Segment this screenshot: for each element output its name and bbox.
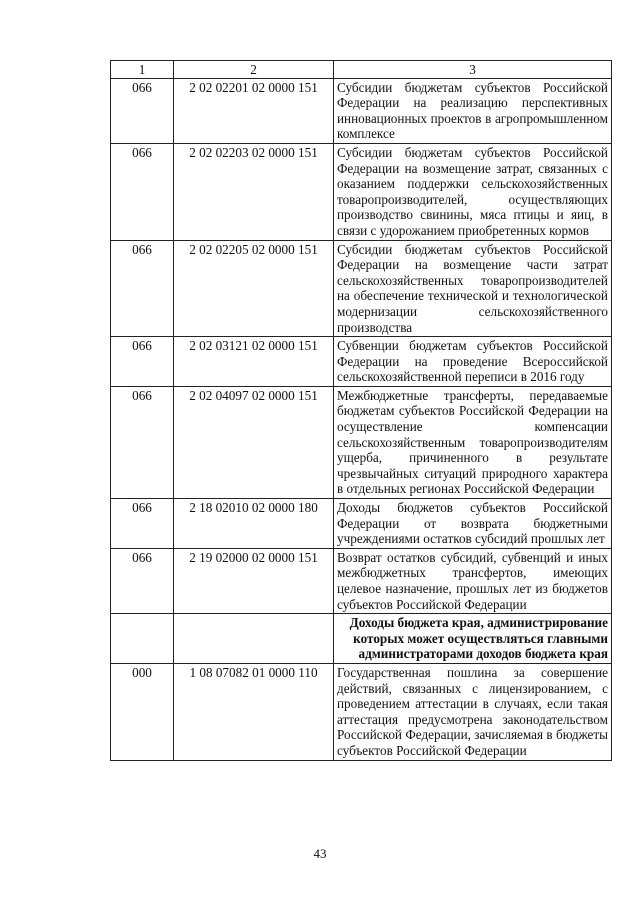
column-header-1: 1 [111, 61, 174, 79]
page-number: 43 [313, 846, 327, 861]
admin-code-cell: 066 [111, 386, 174, 498]
table-row [111, 614, 612, 664]
description-cell: Субсидии бюджетам субъектов Российской Федерации на возмещение затрат, связанных с оказанием поддержки сельскохозяйственных товаропроизводителей, осуществляющих производство свинины, мяса птицы и яиц, в связи с удорожанием приобретенных кормов [334, 143, 612, 240]
admin-code-cell: 066 [111, 78, 174, 143]
revenue-code-cell: 2 02 04097 02 0000 151 [174, 386, 334, 498]
description-cell: Возврат остатков субсидий, субвенций и иных межбюджетных трансфертов, имеющих целевое назначение, прошлых лет из бюджетов субъектов Российской Федерации [334, 548, 612, 613]
revenue-code-cell: 2 02 03121 02 0000 151 [174, 337, 334, 387]
revenue-code-cell: 1 08 07082 01 0000 110 [174, 663, 334, 760]
table-row [111, 143, 612, 240]
description-cell: Субвенции бюджетам субъектов Российской Федерации на проведение Всероссийской сельскохозяйственной переписи в 2016 году [334, 337, 612, 387]
revenue-code-cell: 2 19 02000 02 0000 151 [174, 548, 334, 613]
table-row [111, 337, 612, 387]
table-header-row [111, 61, 612, 79]
table-row [111, 78, 612, 143]
table-row [111, 386, 612, 498]
column-header-3: 3 [334, 61, 612, 79]
revenue-code-cell: 2 02 02201 02 0000 151 [174, 78, 334, 143]
revenue-code-cell [174, 614, 334, 664]
revenue-code-cell: 2 02 02205 02 0000 151 [174, 240, 334, 337]
table-row [111, 240, 612, 337]
admin-code-cell: 066 [111, 499, 174, 549]
description-cell: Государственная пошлина за совершение действий, связанных с лицензированием, с проведением аттестации в случаях, если такая аттестация предусмотрена законодательством Российской Федерации, зачисляемая в бюджеты субъектов Российской Федерации [334, 663, 612, 760]
revenue-code-cell: 2 18 02010 02 0000 180 [174, 499, 334, 549]
table-row [111, 548, 612, 613]
admin-code-cell [111, 614, 174, 664]
description-cell: Доходы бюджетов субъектов Российской Федерации от возврата бюджетными учреждениями остатков субсидий прошлых лет [334, 499, 612, 549]
admin-code-cell: 000 [111, 663, 174, 760]
revenue-code-cell: 2 02 02203 02 0000 151 [174, 143, 334, 240]
table-row [111, 663, 612, 760]
revenue-codes-table [110, 60, 612, 761]
description-cell: Межбюджетные трансферты, передаваемые бюджетам субъектов Российской Федерации на осуществление компенсации сельскохозяйственным товаропроизводителям ущерба, причиненного в результате чрезвычайных ситуаций природного характера в отдельных регионах Российской Федерации [334, 386, 612, 498]
description-cell: Субсидии бюджетам субъектов Российской Федерации на возмещение части затрат сельскохозяйственных товаропроизводителей на обеспечение технической и технологической модернизации сельскохозяйственного производства [334, 240, 612, 337]
admin-code-cell: 066 [111, 240, 174, 337]
table-row [111, 499, 612, 549]
section-heading-cell: Доходы бюджета края, администрирование которых может осуществляться главными администраторами доходов бюджета края [334, 614, 612, 664]
admin-code-cell: 066 [111, 337, 174, 387]
table-body [111, 78, 612, 760]
admin-code-cell: 066 [111, 548, 174, 613]
description-cell: Субсидии бюджетам субъектов Российской Федерации на реализацию перспективных инновационных проектов в агропромышленном комплексе [334, 78, 612, 143]
admin-code-cell: 066 [111, 143, 174, 240]
column-header-2: 2 [174, 61, 334, 79]
